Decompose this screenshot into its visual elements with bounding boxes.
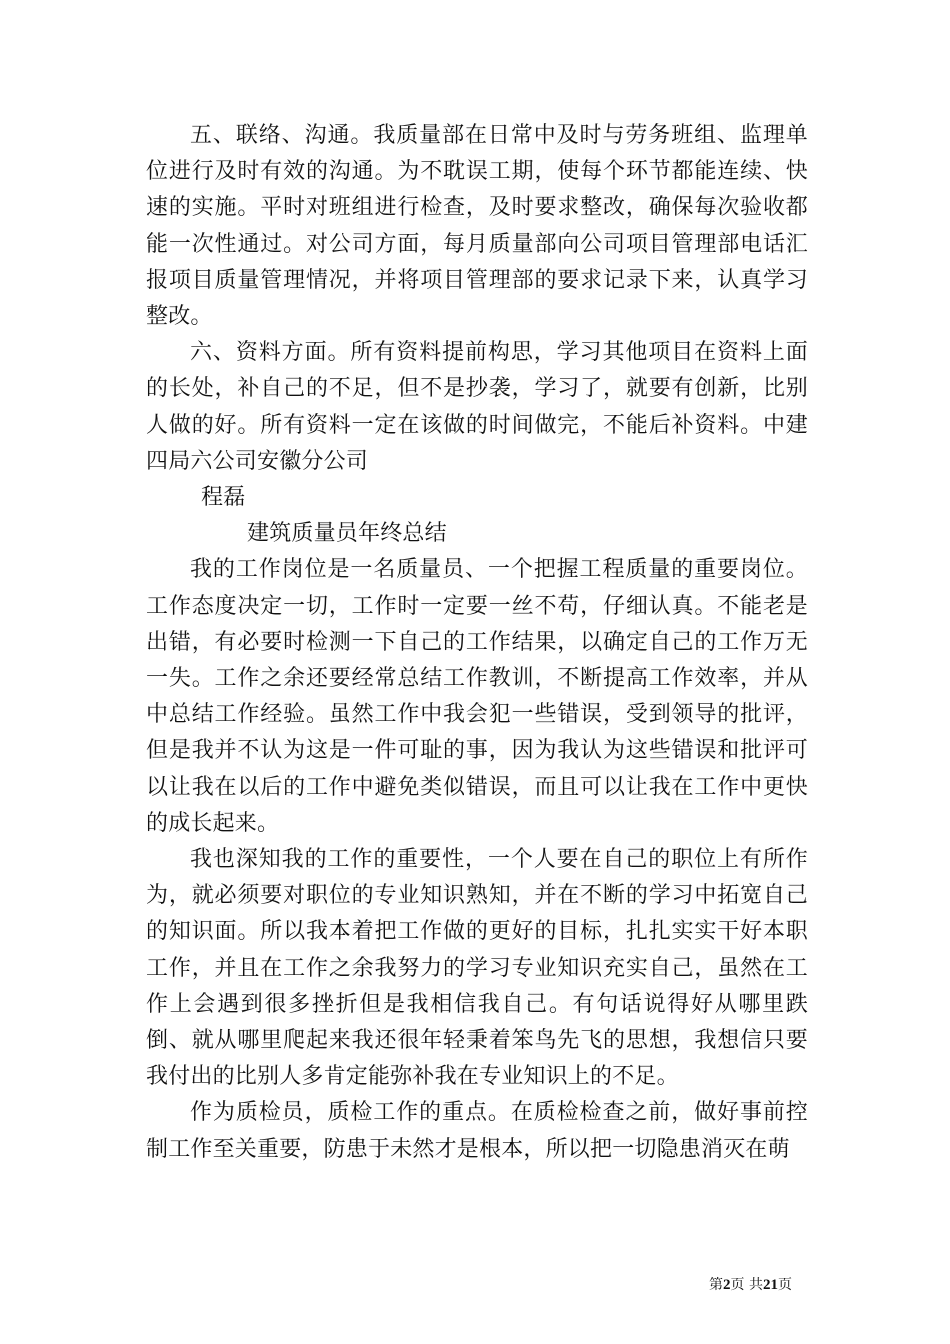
document-body <box>146 118 808 1168</box>
footer-middle: 页 共 <box>730 1277 763 1293</box>
paragraph-job-role: 我的工作岗位是一名质量员、一个把握工程质量的重要岗位。工作态度决定一切，工作时一定要一丝不苟，仔细认真。不能老是出错，有必要时检测一下自己的工作结果，以确定自己的工作万无一失。工作之余还要经常总结工作教训，不断提高工作效率，并从中总结工作经验。虽然工作中我会犯一些错误，受到领导的批评，但是我并不认为这是一件可耻的事，因为我认为这些错误和批评可以让我在以后的工作中避免类似错误，而且可以让我在工作中更快的成长起来。 <box>146 557 808 836</box>
footer-suffix: 页 <box>777 1277 792 1293</box>
paragraph-materials: 六、资料方面。所有资料提前构思，学习其他项目在资料上面的长处，补自己的不足，但不是抄袭，学习了，就要有创新，比别人做的好。所有资料一定在该做的时间做完，不能后补资料。中建四局六公司安徽分公司 <box>146 340 808 474</box>
total-pages-number: 21 <box>762 1277 778 1293</box>
footer-prefix: 第 <box>709 1277 723 1293</box>
page-number-indicator <box>709 1276 792 1294</box>
author-signature: 程磊 <box>201 485 246 511</box>
section-title: 建筑质量员年终总结 <box>247 521 447 547</box>
paragraph-liaison: 五、联络、沟通。我质量部在日常中及时与劳务班组、监理单位进行及时有效的沟通。为不耽误工期，使每个环节都能连续、快速的实施。平时对班组进行检查，及时要求整改，确保每次验收都能一次性通过。对公司方面，每月质量部向公司项目管理部电话汇报项目质量管理情况，并将项目管理部的要求记录下来，认真学习整改。 <box>146 123 808 330</box>
current-page-number: 2 <box>723 1277 731 1293</box>
paragraph-importance: 我也深知我的工作的重要性，一个人要在自己的职位上有所作为，就必须要对职位的专业知识熟知，并在不断的学习中拓宽自己的知识面。所以我本着把工作做的更好的目标，扎扎实实干好本职工作，并且在工作之余我努力的学习专业知识充实自己，虽然在工作上会遇到很多挫折但是我相信我自己。有句话说得好从哪里跌倒、就从哪里爬起来我还很年轻秉着笨鸟先飞的思想，我想信只要我付出的比别人多肯定能弥补我在专业知识上的不足。 <box>146 847 808 1090</box>
paragraph-inspection: 作为质检员，质检工作的重点。在质检检查之前，做好事前控制工作至关重要，防患于未然才是根本，所以把一切隐患消灭在萌 <box>146 1100 808 1162</box>
